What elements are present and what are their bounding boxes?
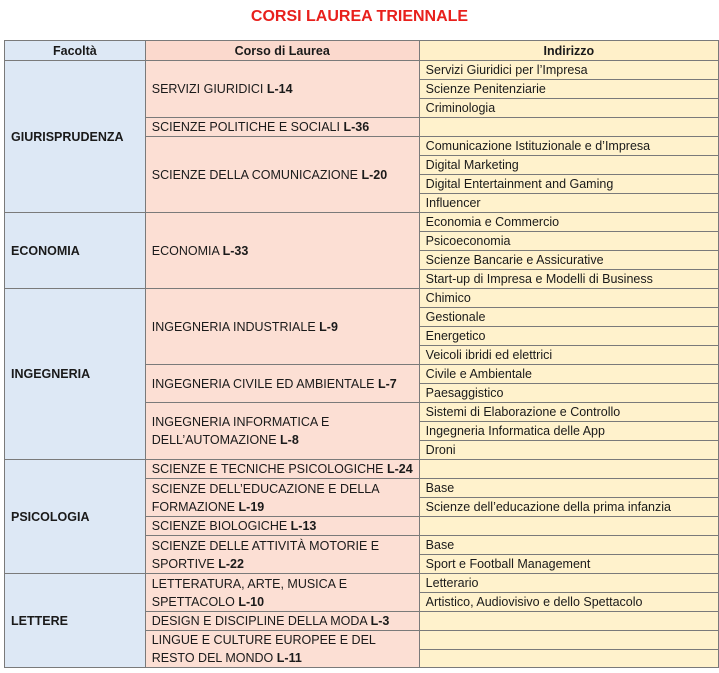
indirizzo-cell	[419, 517, 718, 536]
facolta-cell: GIURISPRUDENZA	[5, 61, 146, 213]
indirizzo-cell: Influencer	[419, 194, 718, 213]
header-indirizzo: Indirizzo	[419, 41, 718, 61]
corso-cell	[145, 61, 419, 118]
indirizzo-cell: Economia e Commercio	[419, 213, 718, 232]
corso-cell	[145, 289, 419, 365]
corso-cell	[145, 536, 419, 574]
corso-cell	[145, 612, 419, 631]
table-row	[5, 213, 719, 232]
facolta-cell: ECONOMIA	[5, 213, 146, 289]
corso-name: INGEGNERIA INDUSTRIALE	[151, 319, 320, 334]
corso-cell	[145, 213, 419, 289]
corso-code: L-20	[361, 167, 388, 182]
facolta-cell: INGEGNERIA	[5, 289, 146, 460]
corso-name: INGEGNERIA INFORMATICA E DELL’AUTOMAZIONE	[151, 415, 330, 447]
corso-name: INGEGNERIA CIVILE ED AMBIENTALE	[151, 376, 378, 391]
corso-name: SCIENZE E TECNICHE PSICOLOGICHE	[151, 462, 387, 476]
table-body	[5, 61, 719, 668]
corso-cell	[145, 137, 419, 213]
indirizzo-cell	[419, 118, 718, 137]
corso-name: SERVIZI GIURIDICI	[151, 82, 267, 96]
indirizzo-cell: Base	[419, 479, 718, 498]
table-row	[5, 460, 719, 479]
corso-name: ECONOMIA	[151, 243, 223, 258]
indirizzo-cell	[419, 649, 718, 668]
indirizzo-cell: Digital Entertainment and Gaming	[419, 175, 718, 194]
corso-code: L-33	[222, 243, 249, 258]
corso-code: L-8	[280, 433, 299, 447]
indirizzo-cell	[419, 460, 718, 479]
indirizzo-cell: Civile e Ambientale	[419, 365, 718, 384]
corso-name: SCIENZE DELL’EDUCAZIONE E DELLA FORMAZIONE	[151, 481, 379, 514]
corso-name: DESIGN E DISCIPLINE DELLA MODA	[151, 614, 371, 628]
indirizzo-cell	[419, 631, 718, 650]
corso-name: LINGUE E CULTURE EUROPEE E DEL RESTO DEL MONDO	[151, 633, 376, 665]
corso-cell	[145, 574, 419, 612]
indirizzo-cell: Start-up di Impresa e Modelli di Business	[419, 270, 718, 289]
indirizzo-cell: Servizi Giuridici per l’Impresa	[419, 61, 718, 80]
page-title: CORSI LAUREA TRIENNALE	[250, 8, 469, 25]
corso-code: L-10	[238, 594, 265, 609]
table-row	[5, 574, 719, 593]
corso-code: L-3	[370, 614, 390, 628]
indirizzo-cell: Chimico	[419, 289, 718, 308]
corso-cell	[145, 365, 419, 403]
corso-name: LETTERATURA, ARTE, MUSICA E SPETTACOLO	[151, 576, 348, 609]
corso-cell	[145, 631, 419, 668]
corso-code: L-24	[386, 462, 413, 476]
facolta-cell: PSICOLOGIA	[5, 460, 146, 574]
header-facolta: Facoltà	[5, 41, 146, 61]
corso-code: L-19	[238, 499, 265, 514]
corso-name: SCIENZE BIOLOGICHE	[151, 519, 291, 533]
indirizzo-cell: Veicoli ibridi ed elettrici	[419, 346, 718, 365]
corso-name: SCIENZE DELLA COMUNICAZIONE	[151, 167, 362, 182]
header-corso: Corso di Laurea	[145, 41, 419, 61]
indirizzo-cell: Sistemi di Elaborazione e Controllo	[419, 403, 718, 422]
indirizzo-cell: Droni	[419, 441, 718, 460]
indirizzo-cell: Criminologia	[419, 99, 718, 118]
corso-cell	[145, 517, 419, 536]
corso-code: L-7	[377, 376, 397, 391]
table-row	[5, 289, 719, 308]
indirizzo-cell: Scienze Penitenziarie	[419, 80, 718, 99]
corso-code: L-14	[266, 82, 293, 96]
corso-code: L-11	[276, 651, 302, 665]
indirizzo-cell: Ingegneria Informatica delle App	[419, 422, 718, 441]
corso-code: L-13	[290, 519, 317, 533]
corso-code: L-22	[218, 556, 244, 571]
indirizzo-cell	[419, 612, 718, 631]
indirizzo-cell: Comunicazione Istituzionale e d’Impresa	[419, 137, 718, 156]
corso-cell	[145, 403, 419, 460]
facolta-cell: LETTERE	[5, 574, 146, 668]
indirizzo-cell: Psicoeconomia	[419, 232, 718, 251]
indirizzo-cell: Artistico, Audiovisivo e dello Spettacolo	[419, 593, 718, 612]
indirizzo-cell: Scienze dell’educazione della prima infanzia	[419, 498, 718, 517]
table-row	[5, 61, 719, 80]
indirizzo-cell: Energetico	[419, 327, 718, 346]
courses-table	[4, 40, 719, 668]
indirizzo-cell: Digital Marketing	[419, 156, 718, 175]
indirizzo-cell: Base	[419, 536, 718, 555]
indirizzo-cell: Paesaggistico	[419, 384, 718, 403]
corso-code: L-9	[319, 319, 338, 334]
corso-cell	[145, 118, 419, 137]
corso-name: SCIENZE POLITICHE E SOCIALI	[151, 120, 344, 134]
indirizzo-cell: Gestionale	[419, 308, 718, 327]
corso-code: L-36	[343, 120, 370, 134]
corso-name: SCIENZE DELLE ATTIVITÀ MOTORIE E SPORTIVE	[151, 538, 380, 571]
indirizzo-cell: Letterario	[419, 574, 718, 593]
corso-cell	[145, 479, 419, 517]
indirizzo-cell: Scienze Bancarie e Assicurative	[419, 251, 718, 270]
table-header-row	[5, 41, 719, 61]
indirizzo-cell: Sport e Football Management	[419, 555, 718, 574]
corso-cell	[145, 460, 419, 479]
